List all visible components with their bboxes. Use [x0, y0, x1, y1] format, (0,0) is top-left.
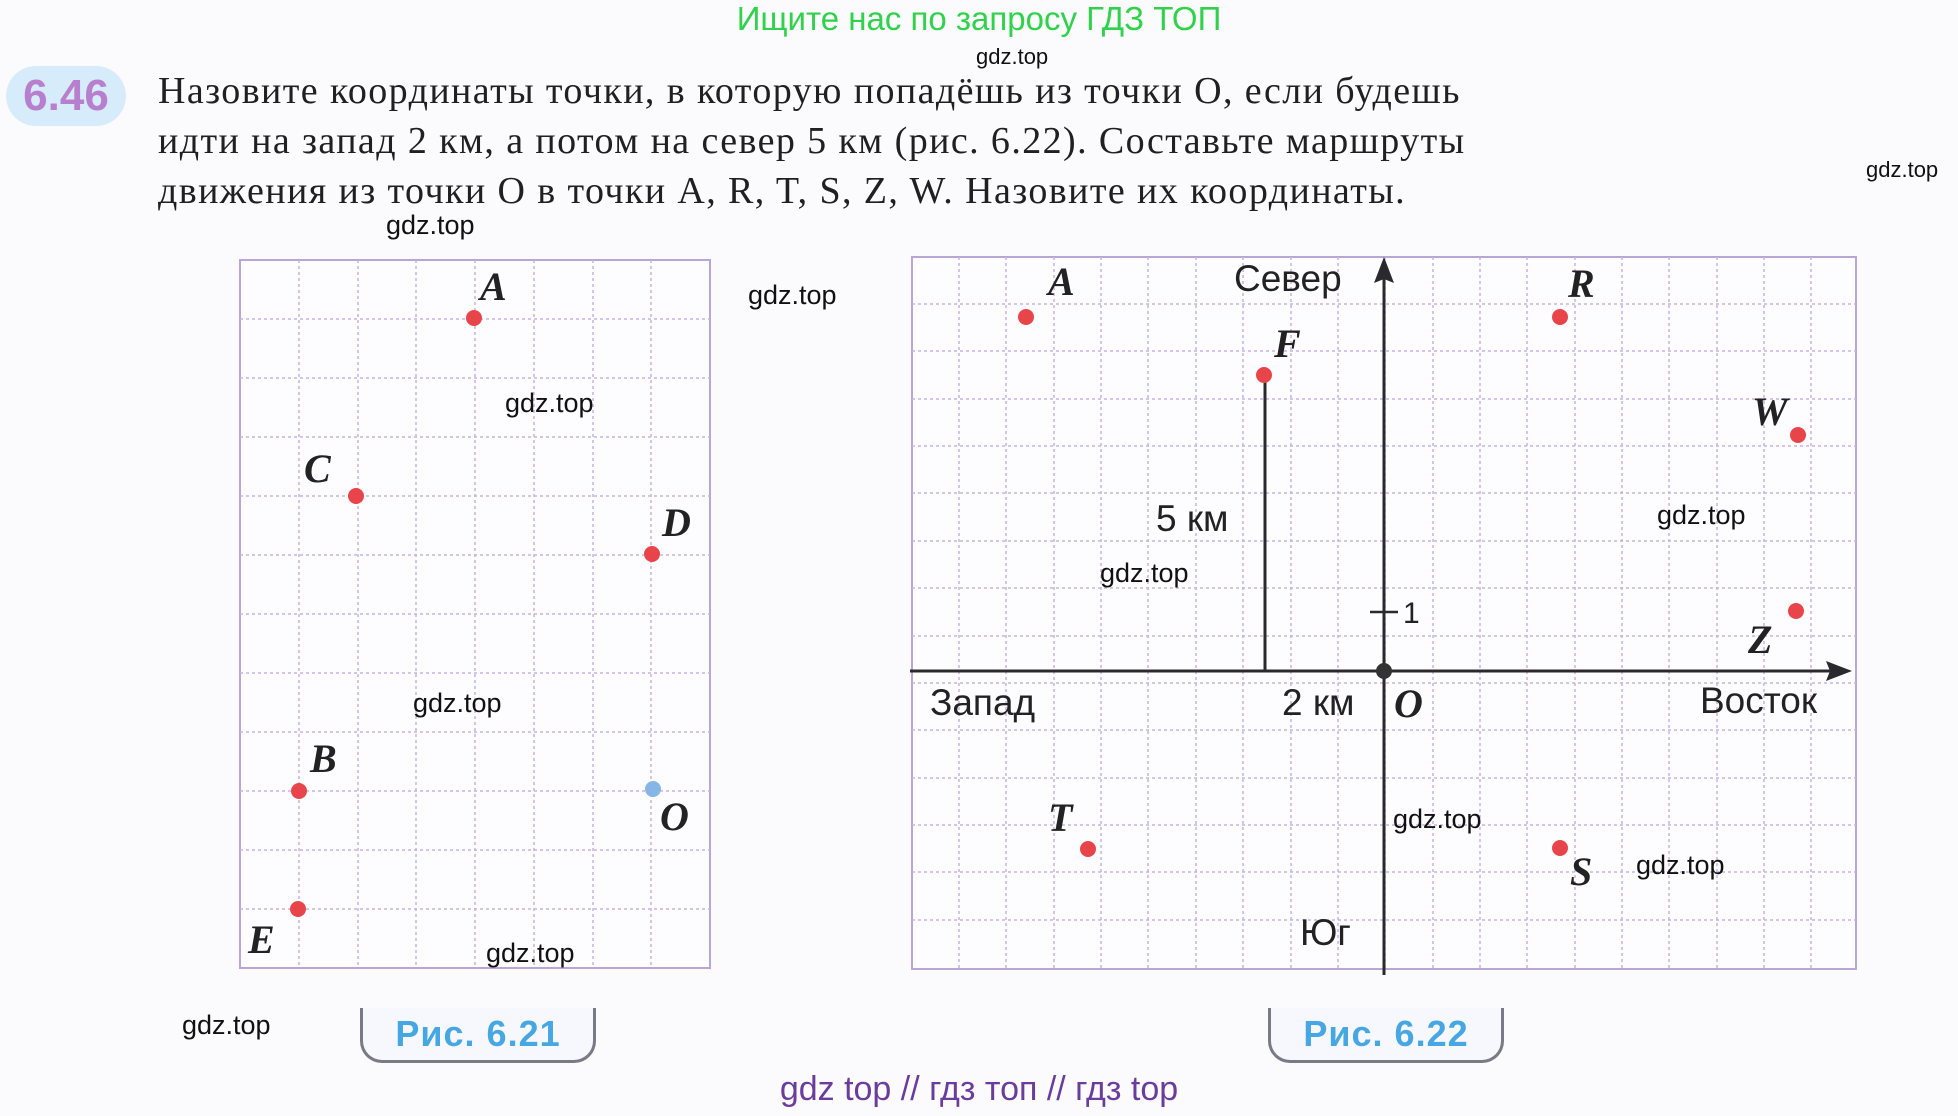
point-f: [1256, 367, 1272, 383]
point-f-label: F: [1274, 321, 1301, 366]
point-z: [1788, 603, 1804, 619]
distance-west: 2 км: [1282, 682, 1355, 723]
direction-north: Север: [1234, 258, 1342, 299]
figure-621: [230, 250, 720, 980]
direction-west: Запад: [930, 682, 1036, 723]
problem-line: движения из точки O в точки A, R, T, S, Z, W. Назовите их координаты.: [158, 170, 1407, 212]
point-s: [1552, 840, 1568, 856]
watermark: gdz.top: [182, 1010, 271, 1040]
problem-number: 6.46: [6, 66, 126, 126]
watermark: gdz.top: [413, 688, 502, 718]
point-o: [645, 781, 661, 797]
point-w-label: W: [1752, 389, 1788, 434]
problem-text: [158, 66, 1928, 216]
point-z-label: Z: [1748, 617, 1773, 662]
point-c-label: C: [304, 446, 331, 491]
direction-east: Восток: [1700, 680, 1818, 721]
point-b: [291, 783, 307, 799]
tick-label: 1: [1403, 597, 1420, 630]
point-e-label: E: [248, 917, 275, 962]
origin-dot: [1376, 663, 1392, 679]
problem-line: Назовите координаты точки, в которую попадёшь из точки O, если будешь: [158, 70, 1461, 112]
watermark: gdz.top: [505, 388, 594, 418]
point-d: [644, 546, 660, 562]
search-banner: Ищите нас по запросу ГДЗ ТОП: [736, 0, 1222, 37]
point-t-label: T: [1048, 795, 1073, 840]
point-b-label: B: [310, 736, 337, 781]
point-a: [466, 310, 482, 326]
point-a-label: A: [480, 264, 507, 309]
watermark: gdz.top: [1393, 804, 1482, 834]
watermark: gdz.top: [486, 938, 575, 968]
watermark: gdz.top: [748, 280, 837, 310]
point-c: [348, 488, 364, 504]
caption-fig-622: Рис. 6.22: [1268, 1008, 1504, 1063]
point-d-label: D: [662, 500, 691, 545]
point-r-label: R: [1568, 261, 1595, 306]
point-w: [1790, 427, 1806, 443]
point-s-label: S: [1570, 849, 1593, 894]
watermark: gdz.top: [1866, 157, 1939, 182]
distance-north: 5 км: [1156, 498, 1229, 539]
watermark: gdz.top: [976, 44, 1049, 69]
point-a: [1018, 309, 1034, 325]
watermark: gdz.top: [1657, 500, 1746, 530]
point-o-label: O: [660, 794, 689, 839]
watermark: gdz.top: [1100, 558, 1189, 588]
problem-line: идти на запад 2 км, а потом на север 5 км (рис. 6.22). Составьте маршруты: [158, 120, 1466, 162]
watermark: gdz.top: [386, 210, 475, 240]
origin-label: O: [1394, 681, 1423, 726]
point-r: [1552, 309, 1568, 325]
point-t: [1080, 841, 1096, 857]
point-e: [290, 901, 306, 917]
caption-fig-621: Рис. 6.21: [360, 1008, 596, 1063]
point-a-label: A: [1048, 259, 1075, 304]
watermark: gdz.top: [1636, 850, 1725, 880]
footer-links: gdz top // гдз топ // гдз top: [779, 1070, 1179, 1108]
direction-south: Юг: [1300, 912, 1351, 953]
